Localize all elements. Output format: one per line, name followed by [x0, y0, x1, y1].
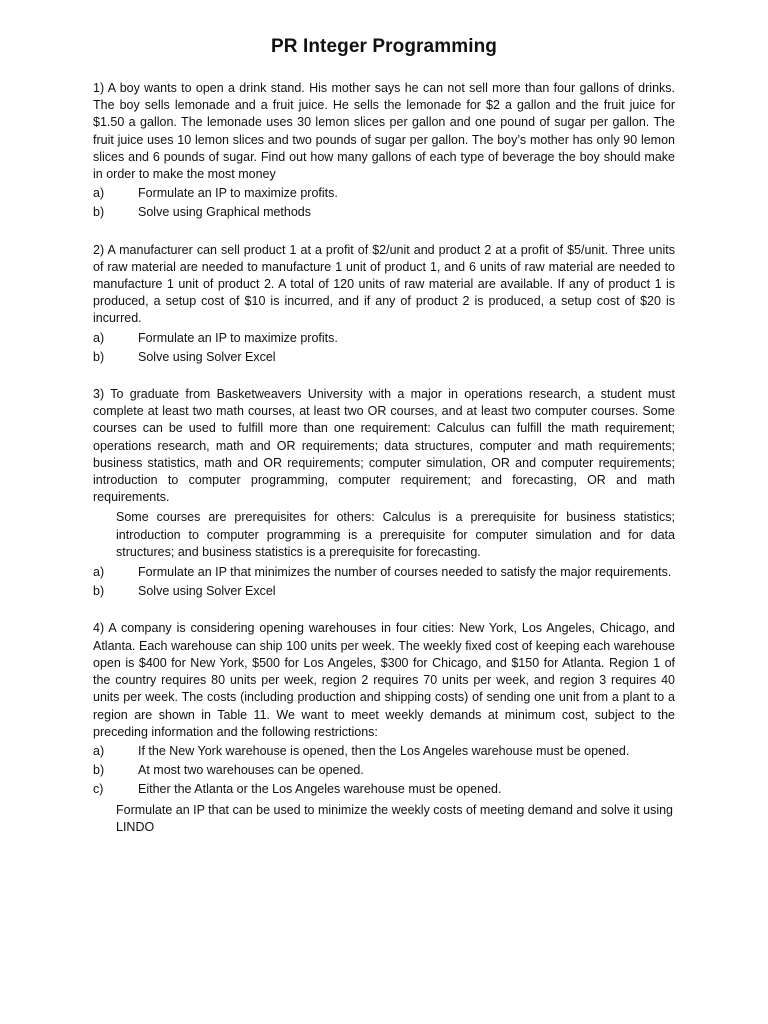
problem-1-text: 1) A boy wants to open a drink stand. His mother says he can not sell more than four gallons of drinks. The boy sells lemonade and a fruit juice. He sells the lemonade for $2 a gallon and the fruit juice for $1.50 a gallon. The lemonade uses 30 lemon slices per gallon and one pound of sugar per gallon. The fruit juice uses 10 lemon slices and two pounds of sugar per gallon. The boy’s mother has only 90 lemon slices and 6 pounds of sugar. Find out how many gallons of each type of beverage the boy should make in order to make the most money	[93, 81, 675, 182]
problem-4-item-a	[93, 743, 675, 760]
item-label: b)	[93, 584, 105, 599]
problem-1-item-a	[93, 185, 675, 202]
item-text: Solve using Solver Excel	[138, 584, 276, 599]
item-label: c)	[93, 782, 104, 797]
problem-4-closing: Formulate an IP that can be used to minimize the weekly costs of meeting demand and solve it using LINDO	[116, 802, 674, 834]
problem-2	[93, 242, 675, 366]
problem-3-text: 3) To graduate from Basketweavers University with a major in operations research, a student must complete at least two math courses, at least two OR courses, and at least two computer courses. Some courses can be used to fulfill more than one requirement: Calculus can fulfill the math requirement; operations research, math and OR requirements; data structures, computer and math requirements; business statistics, math and OR requirements; computer simulation, OR and computer requirements; introduction to computer programming, computer requirement; and forecasting, OR and math requirements.	[93, 387, 675, 505]
item-text: If the New York warehouse is opened, then the Los Angeles warehouse must be opened.	[138, 743, 630, 758]
item-text: Formulate an IP that minimizes the number of courses needed to satisfy the major requirements.	[138, 565, 672, 580]
problem-4	[93, 620, 675, 835]
problem-4-text: 4) A company is considering opening warehouses in four cities: New York, Los Angeles, Chicago, and Atlanta. Each warehouse can ship 100 units per week. The weekly fixed cost of keeping each warehouse open is $400 for New York, $500 for Los Angeles, $300 for Chicago, and $150 for Atlanta. Region 1 of the country requires 80 units per week, region 2 requires 70 units per week, and region 3 requires 40 units per week. The costs (including production and shipping costs) of sending one unit from a plant to a region are shown in Table 11. We want to meet weekly demands at minimum cost, subject to the preceding information and the following restrictions:	[93, 621, 675, 739]
page-title: PR Integer Programming	[270, 36, 498, 57]
problem-2-item-b	[93, 349, 675, 366]
problem-4-item-b	[93, 762, 675, 779]
item-label: b)	[93, 349, 105, 364]
item-label: a)	[93, 186, 105, 201]
item-label: b)	[93, 205, 105, 220]
item-text: Formulate an IP to maximize profits.	[138, 330, 338, 345]
item-label: a)	[93, 565, 105, 580]
problem-3	[93, 386, 675, 600]
problem-1-item-b	[93, 204, 675, 221]
problem-4-item-c	[93, 781, 675, 798]
problem-1	[93, 80, 675, 222]
item-text: Solve using Graphical methods	[138, 205, 312, 220]
problem-3-item-a	[93, 564, 675, 581]
problem-3-item-b	[93, 583, 675, 600]
item-text: Solve using Solver Excel	[138, 349, 276, 364]
item-label: a)	[93, 330, 105, 345]
item-text: At most two warehouses can be opened.	[138, 763, 364, 778]
item-text: Formulate an IP to maximize profits.	[138, 186, 338, 201]
item-label: a)	[93, 743, 105, 758]
problem-3-note: Some courses are prerequisites for others: Calculus is a prerequisite for business statistics; introduction to computer programming is a prerequisite for computer simulation and for data structures; and business statistics is a prerequisite for forecasting.	[116, 510, 675, 559]
item-text: Either the Atlanta or the Los Angeles warehouse must be opened.	[138, 782, 502, 797]
problem-2-item-a	[93, 330, 675, 347]
problem-2-text: 2) A manufacturer can sell product 1 at a profit of $2/unit and product 2 at a profit of $5/unit. Three units of raw material are needed to manufacture 1 unit of product 1, and 6 units of raw material are needed to manufacture 1 unit of product 2. A total of 120 units of raw material are available. If any of product 1 is produced, a setup cost of $10 is incurred, and if any of product 2 is produced, a setup cost of $20 is incurred.	[93, 242, 675, 326]
item-label: b)	[93, 763, 105, 778]
